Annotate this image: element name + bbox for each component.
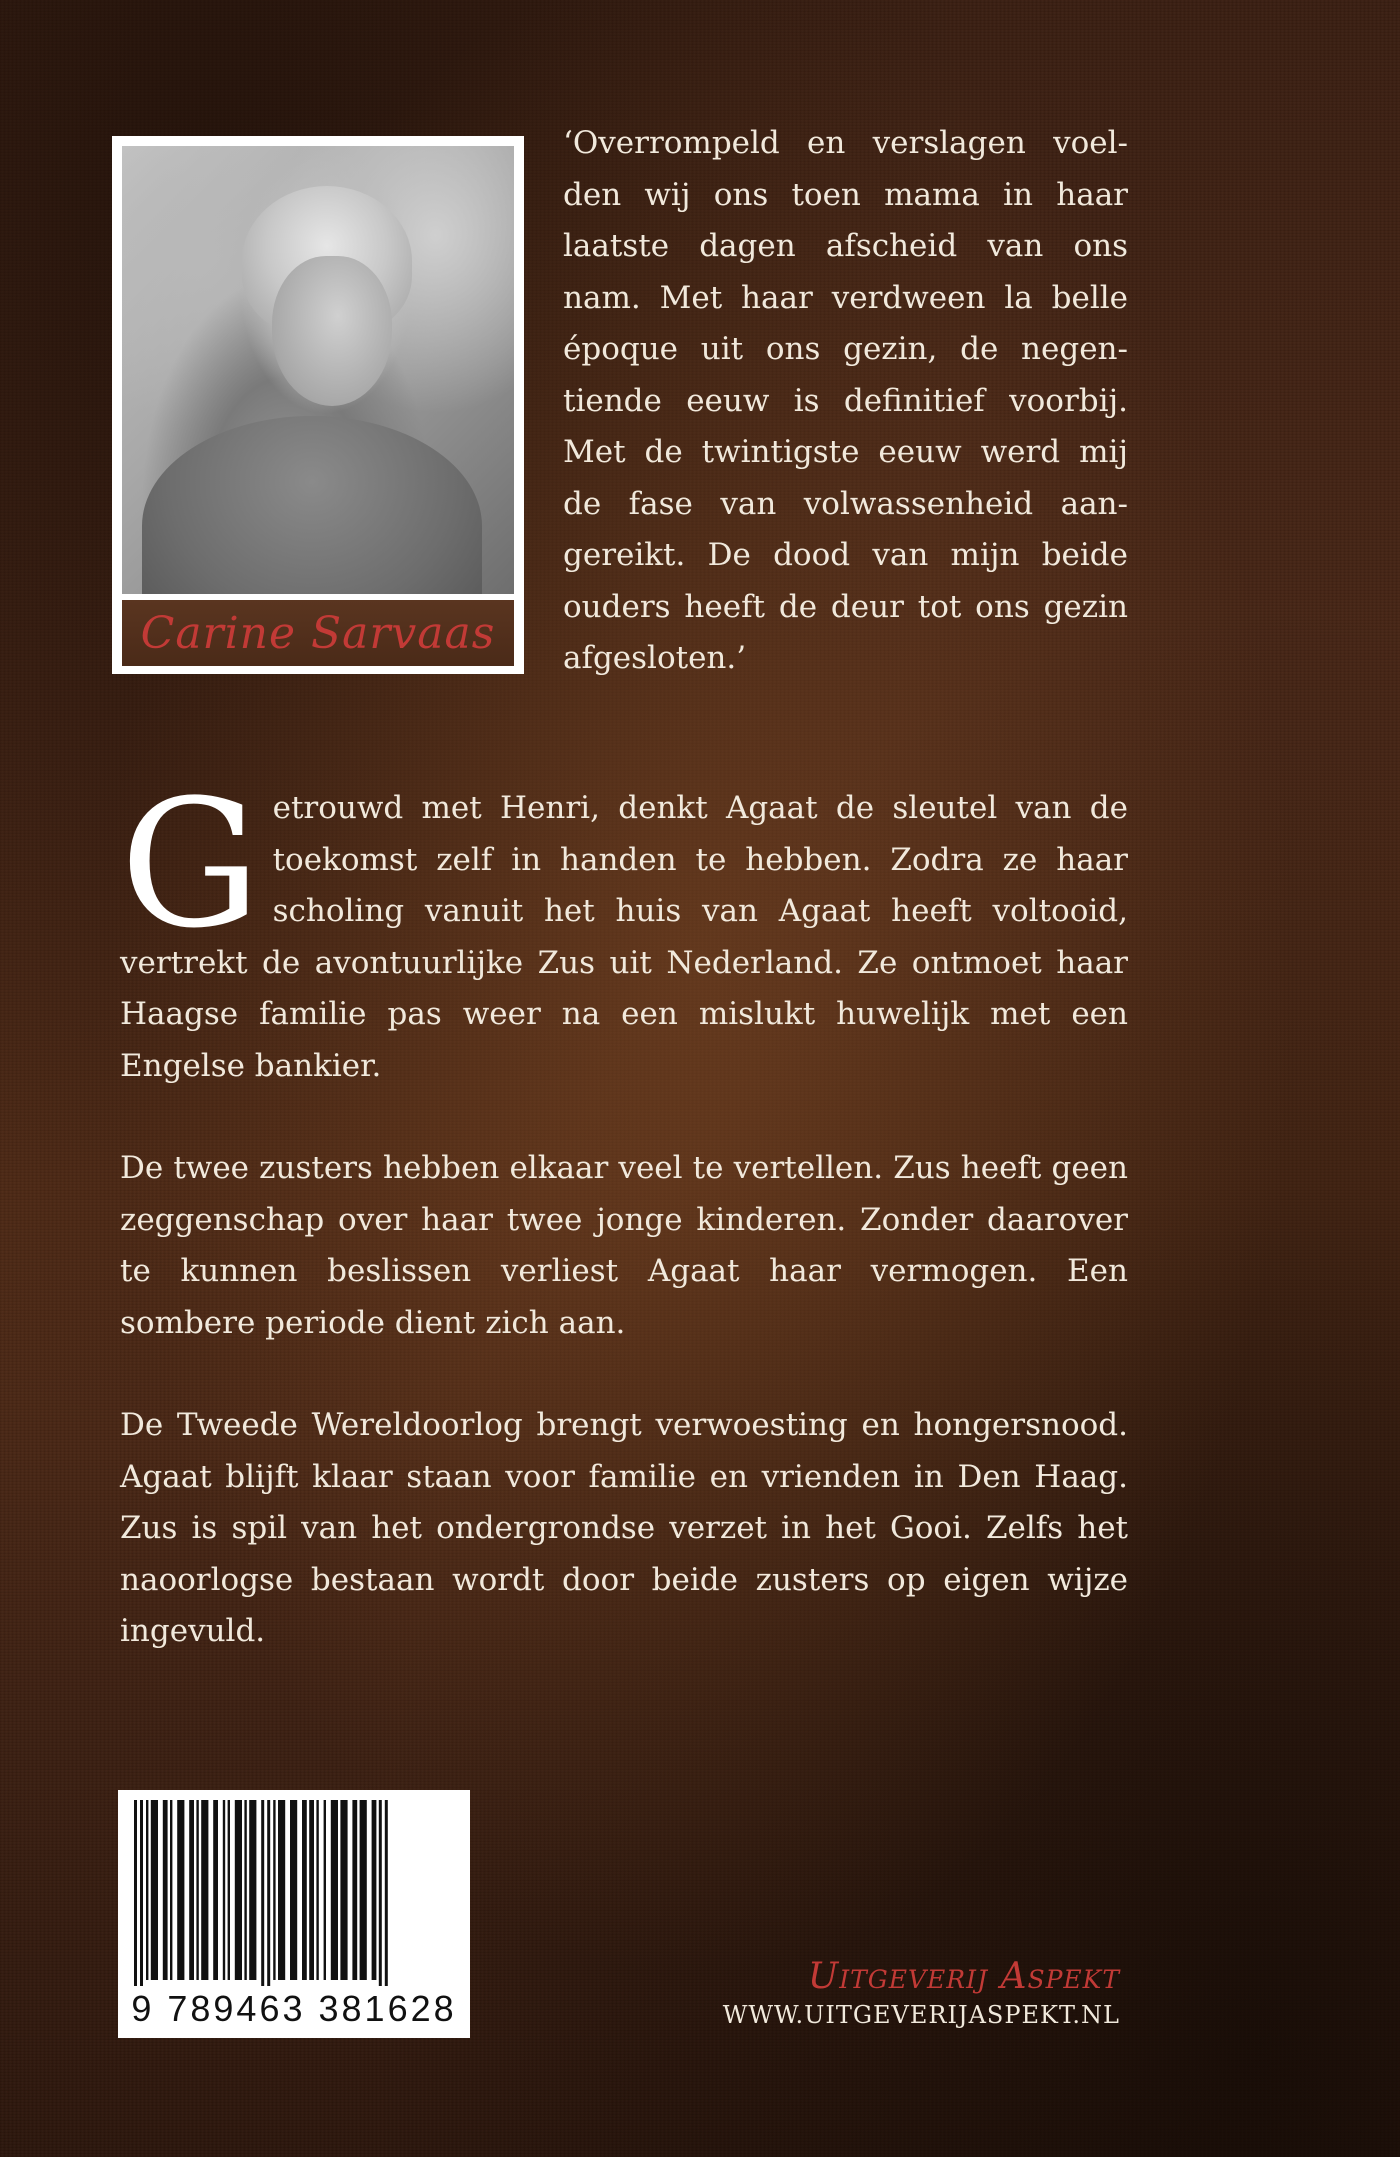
barcode-bar [309,1800,314,1980]
isbn-barcode [118,1790,470,2038]
author-caption [122,594,514,668]
barcode-bar [302,1800,307,1980]
isbn-number: 9 789463 381628 [131,1988,457,2029]
blurb-paragraph-3: De Tweede Wereldoorlog brengt verwoesting en hongersnood. Agaat blijft klaar staan voor familie en vrienden in Den Haag. Zus is spil van het ondergrondse verzet in het Gooi. Zelfs het naoorlogse bestaan wordt door beide zusters op eigen wijze ingevuld. [120,1407,1128,1649]
blurb-paragraph-1-text: etrouwd met Henri, denkt Agaat de sleutel van de toekomst zelf in handen te hebben. Zodra ze haar scholing vanuit het huis van Agaat heeft voltooid, vertrekt de avontuurlijke Zus uit Nederland. Ze ontmoet haar Haagse familie pas weer na een mislukt huwelijk met een Engelse bankier. [120,790,1128,1084]
photo-figure-face [272,256,392,406]
quote-line: tiende eeuw is definitief voorbij. [563,382,1128,419]
author-photo [122,146,514,594]
author-photo-frame [112,136,524,674]
barcode-bar [324,1800,326,1980]
barcode-bar [177,1800,184,1980]
quote-line: époque uit ons gezin, de negen- [563,331,1128,367]
quote-line: Met de twintigste eeuw werd mij [563,434,1128,470]
barcode-bar [151,1800,158,1980]
barcode-bar [379,1800,382,1986]
back-cover-quote [563,118,1128,685]
back-cover-blurb [120,762,1128,1709]
publisher-block [700,1956,1120,2029]
barcode-bar [360,1800,367,1980]
barcode-bar [244,1800,246,1980]
drop-cap: G [120,762,261,967]
barcode-bar [213,1800,218,1980]
barcode-bar [196,1800,198,1980]
barcode-bar [201,1800,208,1980]
barcode-bar [331,1800,338,1980]
barcode-bar [134,1800,137,1986]
quote-line: afgesloten.’ [563,640,747,676]
publisher-name: Uitgeverij Aspekt [807,1956,1120,1997]
quote-text [563,118,1128,685]
barcode-bar [163,1800,168,1980]
barcode-bars [128,1800,460,1986]
barcode-bar [228,1800,230,1980]
barcode-bar [372,1800,377,1980]
quote-line: gereikt. De dood van mijn beide [563,537,1128,573]
barcode-bar [189,1800,194,1980]
quote-line: de fase van volwassenheid aan- [563,485,1128,522]
barcode-bar [267,1800,270,1986]
barcode-bar [290,1800,297,1980]
author-name: Carine Sarvaas [122,600,514,666]
barcode-bar [385,1800,388,1986]
barcode-bar [223,1800,225,1980]
barcode-bar [340,1800,347,1980]
barcode-bar [146,1800,148,1980]
barcode-bar [249,1800,256,1980]
photo-figure-body [142,416,482,594]
quote-line: ouders heeft de deur tot ons gezin [563,588,1128,625]
publisher-url: WWW.UITGEVERIJASPEKT.NL [722,2001,1120,2029]
barcode-bar [170,1800,172,1980]
blurb-paragraph-2: De twee zusters hebben elkaar veel te vertellen. Zus heeft geen zeggenschap over haar twee jonge kinderen. Zonder daarover te kunnen beslissen verliest Agaat haar vermogen. Een sombere periode dient zich aan. [120,1150,1128,1341]
quote-line: den wij ons toen mama in haar [563,176,1128,213]
quote-line: nam. Met haar verdween la belle [563,279,1128,316]
barcode-bar [273,1800,275,1980]
barcode-bar [352,1800,357,1980]
quote-line: ‘Overrompeld en verslagen voel- [563,125,1128,161]
blurb-paragraph-1 [120,762,1128,1092]
barcode-bar [140,1800,143,1986]
quote-line: laatste dagen afscheid van ons [563,228,1128,264]
barcode-bar [235,1800,242,1980]
barcode-bar [316,1800,318,1980]
barcode-bar [261,1800,264,1986]
barcode-bar [278,1800,285,1980]
